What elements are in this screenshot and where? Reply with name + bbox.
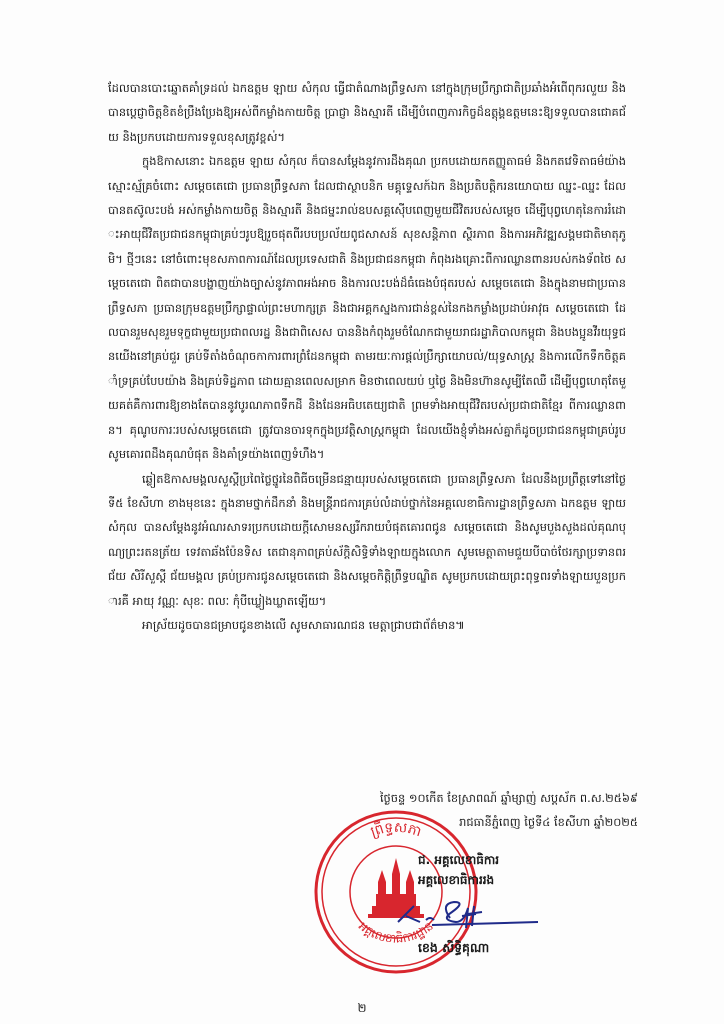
paragraph-4: អាស្រ័យដូចបានជម្រាបជូនខាងលើ សូមសាធារណជន មេត្តាជ្រាបជាព័ត៌មាន៕ xyxy=(142,617,465,632)
signature-graphic xyxy=(392,892,544,932)
date-solar: រាជធានីភ្នំពេញ ថ្ងៃទី៤ ខែសីហា ឆ្នាំ២០២៥ xyxy=(459,815,638,829)
date-lunar: ថ្ងៃចន្ទ ១០កើត ខែស្រាពណ៍ ឆ្នាំម្សាញ់ សប្តស័ក ព.ស.២៥៦៩ xyxy=(379,791,638,805)
signatory-title-1: ជ. អគ្គលេខាធិការ xyxy=(418,853,500,867)
paragraph-1: ដែលបានបោះឆ្នោតគាំទ្រដល់ ឯកឧត្តម ឡាយ សំកុល ធ្វើជាតំណាងព្រឹទ្ធសភា នៅក្នុងក្រុមប្រឹក្សាជាតិប្រឆាំងអំពើពុករលួយ និងបានប្ដេជ្ញាចិត្តខិតខំប្រឹងប្រែងឱ្យអស់ពីកម្លាំងកាយចិត្ត ប្រាជ្ញា និងស្មារតី ដើម្បីបំពេញភារកិច្ចដ៏ឧត្តុង្គឧត្តមនេះឱ្យទទួលបានជោគជ័យ និងប្រកបដោយការទទួលខុសត្រូវខ្ពស់។ xyxy=(108,81,626,144)
seal-bottom-text: អគ្គលេខាធិការដ្ឋាន xyxy=(355,918,437,946)
letter-body xyxy=(108,76,626,637)
paragraph-3: ឆ្លៀតឱកាសមង្គលសួស្ដីប្រពៃថ្លៃថ្នូរនៃពិធីចម្រើនជន្មាយុរបស់សម្ដេចតេជោ ប្រធានព្រឹទ្ធសភា ដែលនឹងប្រព្រឹត្តទៅនៅថ្ងៃទី៥ ខែសីហា ខាងមុខនេះ ក្នុងនាមថ្នាក់ដឹកនាំ និងមន្ត្រីរាជការគ្រប់លំដាប់ថ្នាក់នៃអគ្គលេខាធិការដ្ឋានព្រឹទ្ធសភា ឯកឧត្តម ឡាយ សំកុល បានសម្ដែងនូវអំណរសាទរប្រកបដោយក្ដីសោមនស្សរីករាយបំផុតគោរពជូន សម្ដេចតេជោ និងសូមបួងសួងដល់គុណបុណ្យព្រះរតនត្រ័យ ទេវតាឆ័ងប៉ែនទិស តេជានុភាពគ្រប់ស័ក្ដិសិទ្ធិទាំងឡាយក្នុងលោក សូមមេត្តាតាមជួយបីបាច់ថែរក្សាប្រទានពរជ័យ សិរីសួស្ដី ជ័យមង្គល គ្រប់ប្រការជូនសម្ដេចតេជោ និងសម្ដេចកិត្តិព្រឹទ្ធបណ្ឌិត សូមប្រកបដោយព្រះពុទ្ធពរទាំងឡាយបួនប្រការគឺ អាយុ វណ្ណៈ សុខៈ ពលៈ កុំបីឃ្លៀងឃ្លាតឡើយ។ xyxy=(108,471,626,608)
page-number: ២ xyxy=(357,1001,367,1015)
signatory-titles xyxy=(418,850,499,890)
signatory-title-2: អគ្គលេខាធិការរង xyxy=(418,873,495,887)
seal-top-text: ព្រឹទ្ធសភា xyxy=(368,819,424,841)
paragraph-2: ក្នុងឱកាសនោះ ឯកឧត្តម ឡាយ សំកុល ក៏បានសម្ដែងនូវការដឹងគុណ ប្រកបដោយកតញ្ញូតាធម៌ និងកតវេទិតាធម៌យ៉ាងស្មោះស្ម័គ្រចំពោះ សម្ដេចតេជោ ប្រធានព្រឹទ្ធសភា ដែលជាស្ថាបនិក មគ្គុទ្ទេសក៍ឯក និងប្រតិបត្តិករនយោបាយ ឈ្នះ-ឈ្នះ ដែលបានតស៊ូលះបង់ អស់កម្លាំងកាយចិត្ត និងស្មារតី និងជម្នះរាល់ឧបសគ្គស៊ើបពេញមួយជីវិតរបស់សម្ដេច ដើម្បីបុព្វហេតុនៃការរំដោះអាយុជីវិតប្រជាជនកម្ពុជាគ្រប់ៗរូបឱ្យរួចផុតពីរបបប្រល័យពូជសាសន៍ សុខសន្តិភាព ស្ថិរភាព និងការអភិវឌ្ឍសង្គមជាតិមាតុភូមិ។ ថ្មីៗនេះ នៅចំពោះមុខសភាពការណ៍ដែលប្រទេសជាតិ និងប្រជាជនកម្ពុជា កំពុងរងគ្រោះពីការឈ្លានពានរបស់កងទ័ពថៃ សម្ដេចតេជោ ពិតជាបានបង្ហាញយ៉ាងច្បាស់នូវភាពអង់អាច និងការលះបង់ដ៏ធំធេងបំផុតរបស់ សម្ដេចតេជោ និងក្នុងនាមជាប្រធានព្រឹទ្ធសភា ប្រធានក្រុមឧត្តមប្រឹក្សាផ្ទាល់ព្រះមហាក្សត្រ និងជាអគ្គកស្នងការជាន់ខ្ពស់នៃកងកម្លាំងប្រដាប់អាវុធ សម្ដេចតេជោ ដែលបានរួមសុខរួមទុក្ខជាមួយប្រជាពលរដ្ឋ និងជាពិសេស បាននិងកំពុងរួមចំណែកជាមួយរាជរដ្ឋាភិបាលកម្ពុជា និងបងប្អូនវីរយុទ្ធជនយើងនៅគ្រប់ជួរ គ្រប់ទីតាំងចំណុចកាការពារព្រំដែនកម្ពុជា តាមរយៈការផ្ដល់ប្រឹក្សាយោបល់/យុទ្ធសាស្ត្រ និងការលើកទឹកចិត្តគាំទ្រគ្រប់បែបយ៉ាង និងគ្រប់ទិដ្ឋភាព ដោយគ្មានពេលសម្រាក មិនថាពេលយប់ ឬថ្ងៃ និងមិនហ៊ានសូម្បីតែឈឺ ដើម្បីបុព្វហេតុតែមួយគត់គឺការពារឱ្យខាងតែបាននូវបូរណភាពទឹកដី និងដែនអធិបតេយ្យជាតិ ព្រមទាំងអាយុជីវិតរបស់ប្រជាជាតិខ្មែរ ពីការឈ្លានពាន។ គុណូបការៈរបស់សម្ដេចតេជោ ត្រូវបានចារទុកក្នុងប្រវត្តិសាស្ត្រកម្ពុជា ដែលយើងខ្ញុំទាំងអស់គ្នាក៏ដូចប្រជាជនកម្ពុជាគ្រប់រូប សូមគោរពដឹងគុណបំផុត និងគាំទ្រយ៉ាងពេញទំហឹង។ xyxy=(108,154,626,462)
handwritten-signature xyxy=(392,892,544,932)
signatory-name: ខេង សិទ្ធិគុណា xyxy=(418,940,490,955)
